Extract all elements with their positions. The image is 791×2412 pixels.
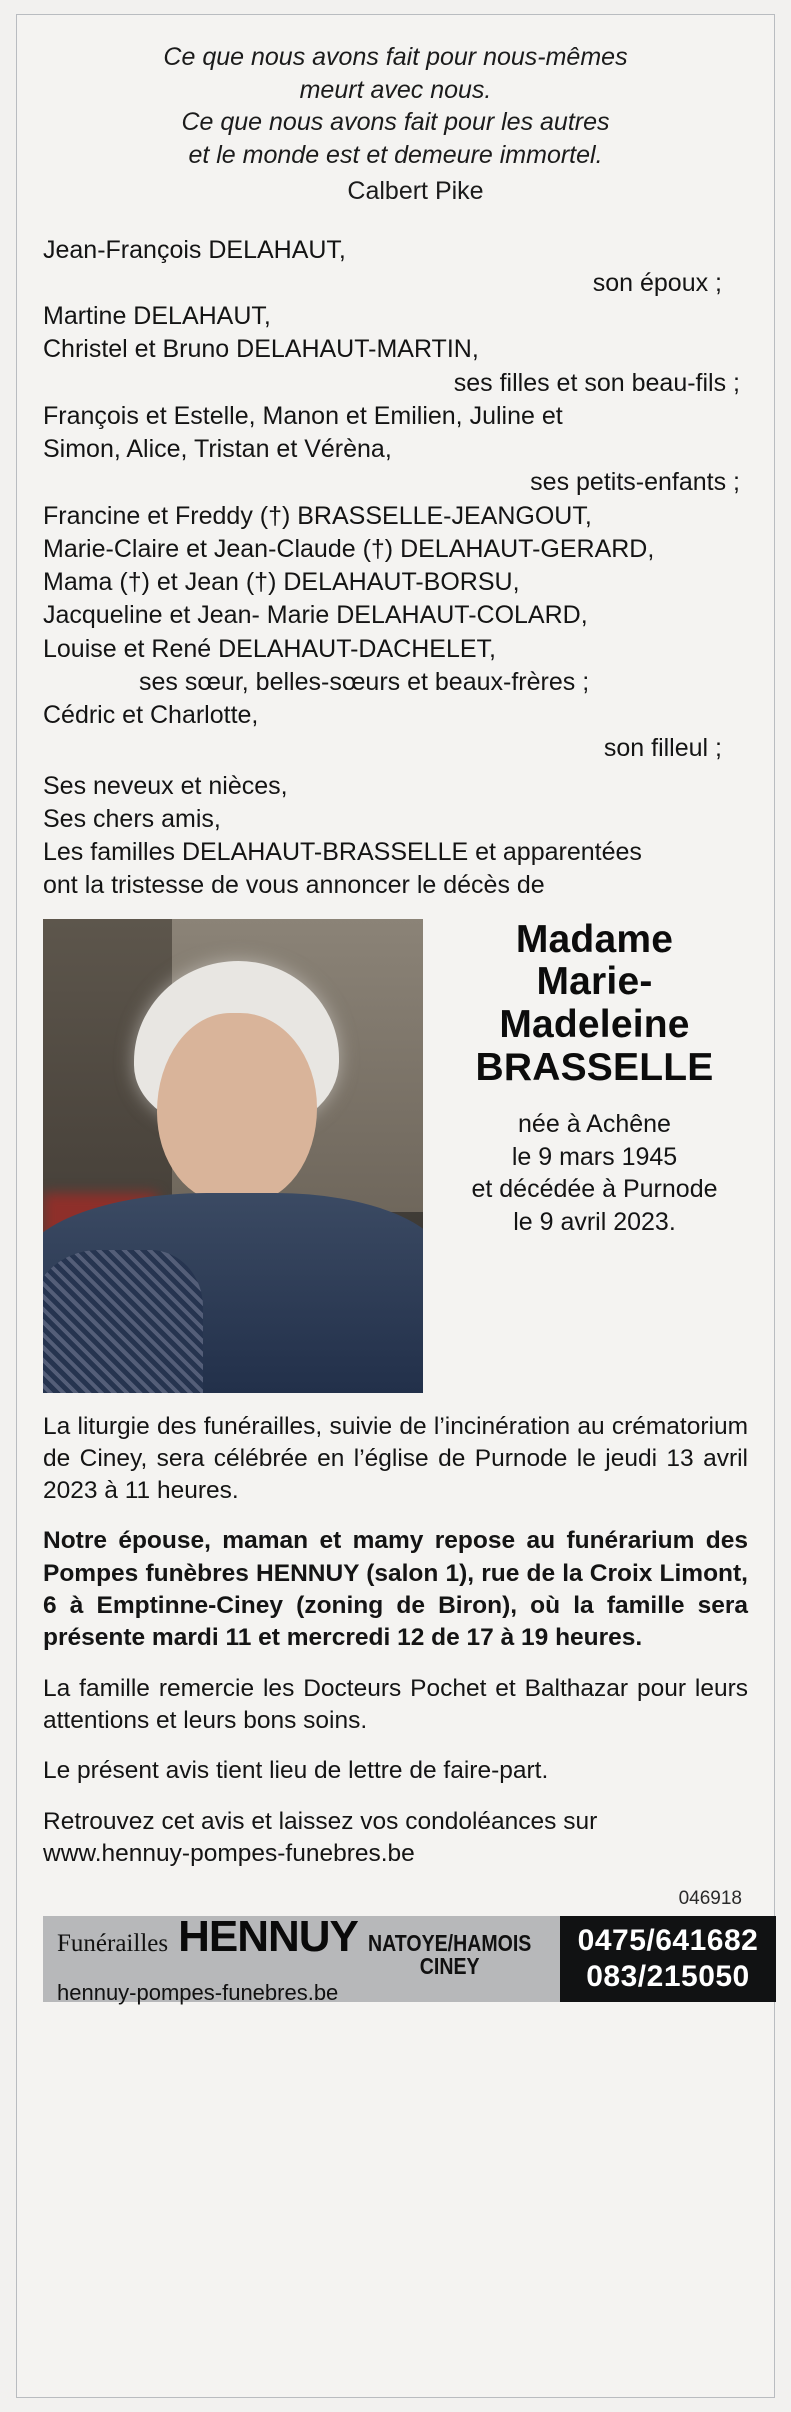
footer-brand-block [43, 1912, 560, 2006]
family-role: son époux ; [592, 268, 722, 297]
poem-author: Calbert Pike [347, 177, 484, 205]
poem-line: et le monde est et demeure immortel. [188, 140, 603, 169]
footer-phone-landline: 083/215050 [586, 1960, 750, 1994]
footer-town-line2: CINEY [419, 1953, 480, 1980]
family-name: Simon, Alice, Tristan et Vérèna, [43, 435, 392, 463]
poem-line: meurt avec nous. [299, 75, 492, 104]
thanks-paragraph: La famille remercie les Docteurs Pochet et Balthazar pour leurs attentions et leurs bons soins. [43, 1674, 748, 1735]
deceased-name-line: Marie- [536, 960, 653, 1004]
closing-line: ont la tristesse de vous annoncer le décès de [43, 871, 545, 900]
family-name: Francine et Freddy (†) BRASSELLE-JEANGOUT, [43, 501, 592, 530]
birth-place: née à Achêne [518, 1110, 671, 1139]
deceased-details [441, 1108, 748, 1238]
portrait-photo [43, 919, 423, 1393]
family-closing [43, 770, 748, 903]
obituary-card [16, 14, 775, 2398]
deceased-name [441, 919, 748, 1091]
family-role: son filleul ; [603, 734, 722, 763]
condolences-paragraph: Retrouvez cet avis et laissez vos condoléances sur [43, 1807, 598, 1835]
death-date: le 9 avril 2023. [513, 1207, 676, 1236]
family-name: Louise et René DELAHAUT-DACHELET, [43, 634, 496, 663]
footer-funerailles-label: Funérailles [57, 1930, 169, 1958]
funeral-home-footer [43, 1912, 759, 2006]
footer-town-line1: NATOYE/HAMOIS [367, 1930, 532, 1957]
family-role: ses sœur, belles-sœurs et beaux-frères ; [139, 667, 590, 696]
condolences-website[interactable]: www.hennuy-pompes-funebres.be [43, 1840, 415, 1868]
family-name: Marie-Claire et Jean-Claude (†) DELAHAUT-GERARD, [43, 534, 655, 563]
footer-phone-mobile: 0475/641682 [577, 1923, 759, 1957]
footer-towns [368, 1932, 531, 1978]
deceased-name-column [423, 919, 748, 1239]
footer-brand-name: HENNUY [178, 1912, 358, 1962]
family-name: Jacqueline et Jean- Marie DELAHAUT-COLARD, [43, 601, 588, 630]
closing-line: Ses neveux et nièces, [43, 771, 288, 800]
family-name: François et Estelle, Manon et Emilien, Juline et [43, 401, 563, 430]
family-list [43, 234, 748, 766]
poem-line: Ce que nous avons fait pour nous-mêmes [163, 43, 628, 71]
birth-date: le 9 mars 1945 [511, 1142, 678, 1171]
reference-number: 046918 [678, 1888, 742, 1910]
family-name: Martine DELAHAUT, [43, 302, 271, 330]
deceased-name-line: BRASSELLE [475, 1046, 714, 1090]
family-role: ses filles et son beau-fils ; [453, 368, 740, 397]
liturgy-paragraph: La liturgie des funérailles, suivie de l’incinération au crématorium de Ciney, sera célébrée en l’église de Purnode le jeudi 13 avril 2023 à 11 heures. [43, 1412, 748, 1505]
family-name: Mama (†) et Jean (†) DELAHAUT-BORSU, [43, 568, 520, 596]
footer-phone-block [560, 1916, 776, 2002]
family-name: Cédric et Charlotte, [43, 701, 259, 729]
deceased-name-line: Madame [515, 917, 674, 961]
poem-line: Ce que nous avons fait pour les autres [181, 108, 610, 136]
closing-line: Les familles DELAHAUT-BRASSELLE et apparentées [43, 838, 642, 866]
poem-block [43, 41, 748, 208]
family-name: Jean-François DELAHAUT, [43, 235, 346, 264]
deceased-block [43, 919, 748, 1393]
closing-line: Ses chers amis, [43, 804, 221, 833]
family-role: ses petits-enfants ; [530, 468, 740, 497]
death-place: et décédée à Purnode [471, 1175, 718, 1204]
notice-paragraph: Le présent avis tient lieu de lettre de faire-part. [43, 1757, 549, 1785]
family-name: Christel et Bruno DELAHAUT-MARTIN, [43, 335, 479, 364]
deceased-name-line: Madeleine [499, 1003, 690, 1047]
footer-website[interactable]: hennuy-pompes-funebres.be [57, 1980, 339, 2006]
funerarium-paragraph: Notre épouse, maman et mamy repose au funérarium des Pompes funèbres HENNUY (salon 1), rue de la Croix Limont, 6 à Emptinne-Ciney (zoning de Biron), où la famille sera présente mardi 11 et mercredi 12 de 17 à 19 heures. [43, 1527, 748, 1652]
